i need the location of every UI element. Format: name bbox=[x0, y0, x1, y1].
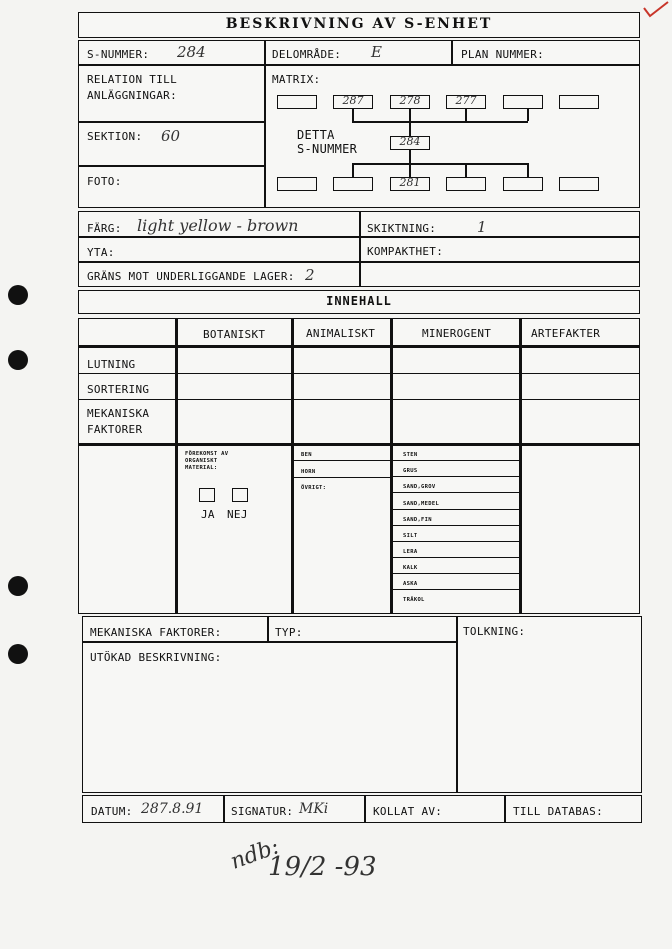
matrix-bottom-box bbox=[503, 177, 543, 191]
utokad-beskrivning-label: UTÖKAD BESKRIVNING: bbox=[90, 651, 222, 664]
tolkning-label: TOLKNING: bbox=[463, 625, 526, 638]
animal-item-ben: BEN bbox=[301, 452, 312, 458]
binder-hole bbox=[8, 350, 28, 370]
grans-label: GRÄNS MOT UNDERLIGGANDE LAGER: bbox=[87, 270, 295, 283]
ja-label: JA bbox=[201, 508, 215, 521]
kompakthet-label: KOMPAKTHET: bbox=[367, 245, 444, 258]
matrix-top-box bbox=[503, 95, 543, 109]
matrix-top-value: 277 bbox=[455, 94, 477, 107]
mineral-item: SILT bbox=[403, 533, 418, 539]
matrix-bottom-box bbox=[559, 177, 599, 191]
datum-label: DATUM: bbox=[91, 805, 133, 818]
innehall-title: INNEHALL bbox=[326, 294, 392, 308]
mekaniska-faktorer-label: MEKANISKA FAKTORER: bbox=[90, 626, 222, 639]
organic-note-line2: ORGANISKT bbox=[185, 458, 218, 464]
nej-checkbox[interactable] bbox=[232, 488, 248, 502]
col-header-artefakter: ARTEFAKTER bbox=[531, 327, 601, 340]
matrix-top-value: 278 bbox=[399, 94, 421, 107]
organic-note-line1: FÖREKOMST AV bbox=[185, 451, 229, 457]
s-nummer-value: 284 bbox=[177, 43, 206, 61]
page-title: BESKRIVNING AV S-ENHET bbox=[225, 16, 493, 32]
row-label-faktorer: FAKTORER bbox=[87, 423, 143, 436]
col-header-animaliskt: ANIMALISKT bbox=[306, 327, 376, 340]
delomrade-value: E bbox=[371, 43, 382, 61]
matrix-bottom-box bbox=[277, 177, 317, 191]
animal-item-ovrigt: ÖVRIGT: bbox=[301, 485, 327, 491]
mineral-item: SAND,GROV bbox=[403, 484, 436, 490]
skiktning-label: SKIKTNING: bbox=[367, 222, 437, 235]
yta-label: YTA: bbox=[87, 246, 115, 259]
mineral-item: ASKA bbox=[403, 581, 418, 587]
innehall-table bbox=[78, 318, 640, 614]
foto-label: FOTO: bbox=[87, 175, 122, 188]
plan-nummer-label: PLAN NUMMER: bbox=[461, 48, 545, 61]
mineral-item: TRÄKOL bbox=[403, 597, 425, 603]
title-box bbox=[78, 12, 640, 38]
matrix-top-value: 287 bbox=[342, 94, 364, 107]
delomrade-label: DELOMRÅDE: bbox=[272, 48, 342, 61]
innehall-title-box bbox=[78, 290, 640, 314]
red-check-mark bbox=[640, 0, 672, 22]
ja-checkbox[interactable] bbox=[199, 488, 215, 502]
till-databas-label: TILL DATABAS: bbox=[513, 805, 603, 818]
handwritten-annotation-date: 19/2 -93 bbox=[268, 852, 377, 882]
skiktning-value: 1 bbox=[477, 218, 487, 236]
mineral-item: KALK bbox=[403, 565, 418, 571]
relation-label-line1: RELATION TILL bbox=[87, 73, 177, 86]
sektion-label: SEKTION: bbox=[87, 130, 143, 143]
typ-label: TYP: bbox=[275, 626, 303, 639]
mineral-item: GRUS bbox=[403, 468, 418, 474]
matrix-label: MATRIX: bbox=[272, 73, 321, 86]
handwritten-annotation-ndb: ndb: bbox=[227, 834, 283, 875]
nej-label: NEJ bbox=[227, 508, 248, 521]
mineral-item: LERA bbox=[403, 549, 418, 555]
matrix-bottom-value: 281 bbox=[399, 176, 421, 189]
detta-label: DETTA bbox=[297, 128, 335, 142]
signatur-value: MKi bbox=[299, 801, 329, 817]
signatur-label: SIGNATUR: bbox=[231, 805, 294, 818]
matrix-bottom-box bbox=[333, 177, 373, 191]
binder-hole bbox=[8, 576, 28, 596]
relation-label-line2: ANLÄGGNINGAR: bbox=[87, 89, 177, 102]
row-label-mekaniska: MEKANISKA bbox=[87, 407, 150, 420]
s-nummer-matrix-label: S-NUMMER bbox=[297, 142, 358, 156]
description-section bbox=[82, 616, 642, 793]
organic-note-line3: MATERIAL: bbox=[185, 465, 218, 471]
grans-value: 2 bbox=[305, 266, 315, 284]
farg-value: light yellow - brown bbox=[137, 216, 299, 235]
matrix-center-value: 284 bbox=[399, 135, 421, 148]
datum-value: 287.8.91 bbox=[141, 801, 204, 817]
row-label-sortering: SORTERING bbox=[87, 383, 150, 396]
mineral-item: SAND,MEDEL bbox=[403, 501, 440, 507]
binder-hole bbox=[8, 285, 28, 305]
animal-item-horn: HORN bbox=[301, 469, 316, 475]
matrix-top-box bbox=[559, 95, 599, 109]
footer-section bbox=[82, 795, 642, 823]
s-nummer-label: S-NUMMER: bbox=[87, 48, 150, 61]
matrix-bottom-box bbox=[446, 177, 486, 191]
mineral-item: STEN bbox=[403, 452, 418, 458]
col-header-minerogent: MINEROGENT bbox=[422, 327, 492, 340]
farg-label: FÄRG: bbox=[87, 222, 122, 235]
mineral-item: SAND,FIN bbox=[403, 517, 432, 523]
col-header-botaniskt: BOTANISKT bbox=[203, 328, 266, 341]
kollat-av-label: KOLLAT AV: bbox=[373, 805, 443, 818]
binder-hole bbox=[8, 644, 28, 664]
properties-section bbox=[78, 211, 640, 287]
row-label-lutning: LUTNING bbox=[87, 358, 136, 371]
sektion-value: 60 bbox=[161, 127, 181, 145]
matrix-top-box bbox=[277, 95, 317, 109]
